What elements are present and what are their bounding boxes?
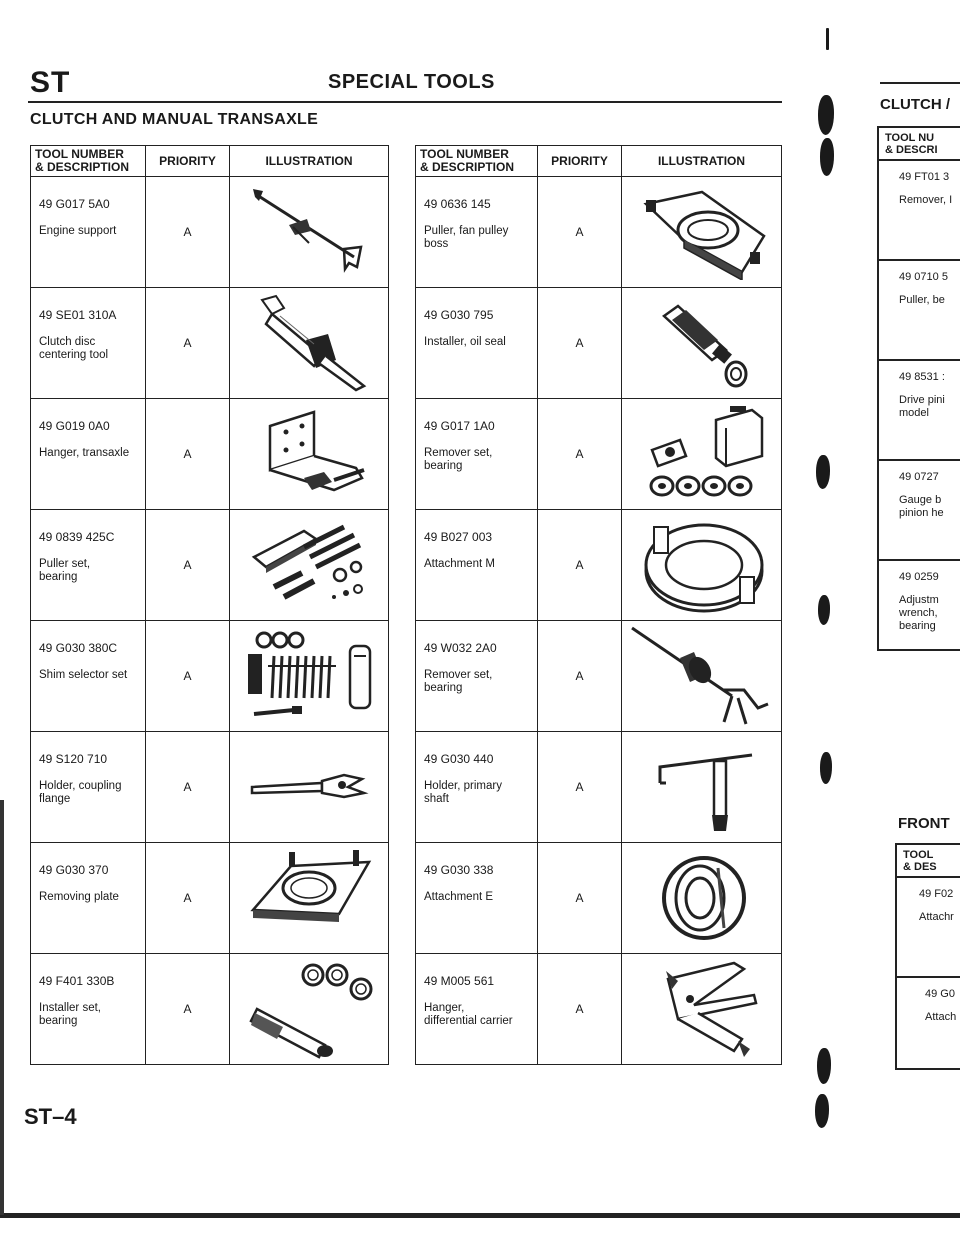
tool-description: Attachment E xyxy=(424,891,494,903)
illustration-cell xyxy=(230,177,389,288)
priority-cell: A xyxy=(538,177,622,288)
adjacent-row xyxy=(879,261,960,361)
tool-description: Adjustm wrench, bearing xyxy=(899,594,939,632)
binding-mark xyxy=(815,1094,829,1128)
tool-number: 49 G030 380C xyxy=(39,641,118,655)
tool-description: Puller, be xyxy=(899,294,945,306)
bottom-rule xyxy=(0,1213,960,1218)
tool-cell xyxy=(416,843,538,954)
section-title: CLUTCH AND MANUAL TRANSAXLE xyxy=(30,111,319,128)
priority-cell: A xyxy=(146,177,230,288)
tool-cell xyxy=(416,621,538,732)
tool-cell xyxy=(31,843,146,954)
priority-cell: A xyxy=(538,510,622,621)
tool-description: Remover set, bearing xyxy=(424,447,493,472)
col-header-name-line2: & DESCRIPTION xyxy=(420,160,515,174)
tool-description: Puller, fan pulley boss xyxy=(424,225,509,250)
binding-mark xyxy=(818,595,830,625)
illustration-cell xyxy=(230,621,389,732)
tool-number: 49 G017 1A0 xyxy=(424,419,495,433)
removing-plate-icon xyxy=(243,848,375,948)
tool-number: 49 G019 0A0 xyxy=(39,419,110,433)
col-header-priority: PRIORITY xyxy=(538,146,622,177)
t-holder-icon xyxy=(640,739,764,835)
priority-cell: A xyxy=(538,732,622,843)
tool-number: 49 SE01 310A xyxy=(39,308,117,322)
tool-description: Drive pini model xyxy=(899,394,945,419)
tool-number: 49 W032 2A0 xyxy=(424,641,497,655)
table-row xyxy=(416,177,782,288)
illustration-cell xyxy=(622,288,782,399)
table-row xyxy=(31,288,389,399)
col-header-illustration: ILLUSTRATION xyxy=(230,146,389,177)
table-row xyxy=(31,510,389,621)
tool-description: Removing plate xyxy=(39,891,119,903)
binding-mark xyxy=(817,1048,831,1084)
tool-description: Attachment M xyxy=(424,558,495,570)
tool-number: 49 B027 003 xyxy=(424,530,493,544)
tool-description: Engine support xyxy=(39,225,117,237)
tool-description: Shim selector set xyxy=(39,669,128,681)
adjacent-front-table xyxy=(895,843,960,1070)
priority-cell: A xyxy=(538,399,622,510)
illustration-cell xyxy=(622,177,782,288)
adjacent-page-title: CLUTCH / xyxy=(880,96,950,113)
tool-number: 49 G030 795 xyxy=(424,308,494,322)
table-row xyxy=(416,399,782,510)
table-row xyxy=(416,510,782,621)
binding-mark xyxy=(818,95,834,135)
tool-cell xyxy=(416,954,538,1065)
binding-edge xyxy=(0,800,4,1215)
tool-description: Attachr xyxy=(919,911,954,923)
tool-cell xyxy=(416,177,538,288)
illustration-cell xyxy=(622,732,782,843)
tool-number: 49 F02 xyxy=(919,888,954,900)
diff-hanger-icon xyxy=(638,959,766,1059)
hanger-icon xyxy=(244,406,374,502)
tool-cell xyxy=(416,510,538,621)
priority-cell: A xyxy=(538,288,622,399)
tool-number: 49 M005 561 xyxy=(424,974,495,988)
table-header-row xyxy=(31,146,389,177)
left-tools-table xyxy=(30,145,389,1065)
tool-number: 49 0636 145 xyxy=(424,197,491,211)
priority-cell: A xyxy=(538,843,622,954)
col-header-name-line1: TOOL NUMBER xyxy=(35,147,124,161)
tool-cell xyxy=(31,288,146,399)
tool-number: 49 F401 330B xyxy=(39,974,115,988)
adjacent-front-title: FRONT xyxy=(898,815,950,832)
priority-cell: A xyxy=(146,399,230,510)
table-row xyxy=(416,732,782,843)
priority-cell: A xyxy=(146,843,230,954)
adjacent-front-header-line2: & DES xyxy=(903,861,937,873)
adjacent-front-header xyxy=(897,845,960,878)
table-row xyxy=(31,621,389,732)
tool-number: 49 G017 5A0 xyxy=(39,197,110,211)
table-row xyxy=(31,399,389,510)
tool-cell xyxy=(416,399,538,510)
tool-description: Attach xyxy=(925,1011,957,1023)
table-row xyxy=(416,954,782,1065)
table-row xyxy=(31,843,389,954)
holder-coupling-icon xyxy=(244,757,374,817)
puller-set-icon xyxy=(244,517,374,613)
tool-number: 49 FT01 3 xyxy=(899,171,950,183)
tool-number: 49 0710 5 xyxy=(899,271,948,283)
adjacent-row xyxy=(879,561,960,649)
illustration-cell xyxy=(622,510,782,621)
attachment-e-icon xyxy=(642,850,762,946)
tool-number: 49 G030 440 xyxy=(424,752,494,766)
adjacent-col-header-line2: & DESCRI xyxy=(885,144,938,156)
illustration-cell xyxy=(230,843,389,954)
oil-seal-installer-icon xyxy=(642,298,762,388)
priority-cell: A xyxy=(146,510,230,621)
tool-cell xyxy=(31,510,146,621)
adjacent-row xyxy=(879,361,960,461)
page-number: ST–4 xyxy=(24,1104,77,1129)
table-row xyxy=(31,177,389,288)
tool-cell xyxy=(31,399,146,510)
installer-set-icon xyxy=(243,959,375,1059)
tool-number: 49 0727 xyxy=(899,471,939,483)
adjacent-front-header-line1: TOOL xyxy=(903,849,934,861)
col-header-name xyxy=(416,146,538,177)
tool-number: 49 0839 425C xyxy=(39,530,115,544)
tool-description: Gauge b pinion he xyxy=(899,494,944,519)
illustration-cell xyxy=(622,843,782,954)
engine-support-icon xyxy=(249,187,369,277)
slide-hammer-icon xyxy=(628,624,776,728)
table-row xyxy=(31,732,389,843)
header-rule xyxy=(28,101,782,103)
attachment-ring-icon xyxy=(632,515,772,615)
priority-cell: A xyxy=(538,954,622,1065)
binding-mark xyxy=(820,138,834,176)
priority-cell: A xyxy=(538,621,622,732)
table-row xyxy=(416,843,782,954)
shim-selector-icon xyxy=(240,626,378,726)
tool-description: Holder, primary shaft xyxy=(424,780,502,805)
adjacent-row xyxy=(897,978,960,1068)
col-header-name xyxy=(31,146,146,177)
tool-cell xyxy=(31,732,146,843)
col-header-name-line2: & DESCRIPTION xyxy=(35,160,130,174)
binding-mark xyxy=(826,28,829,50)
centering-tool-icon xyxy=(244,294,374,392)
page-title: SPECIAL TOOLS xyxy=(328,71,495,93)
table-row xyxy=(31,954,389,1065)
tool-cell xyxy=(31,621,146,732)
tool-number: 49 S120 710 xyxy=(39,752,108,766)
col-header-priority: PRIORITY xyxy=(146,146,230,177)
table-row xyxy=(416,621,782,732)
tool-cell xyxy=(416,288,538,399)
tool-cell xyxy=(416,732,538,843)
tool-description: Remover, I xyxy=(899,194,953,206)
tool-description: Holder, coupling flange xyxy=(39,780,122,805)
adjacent-row xyxy=(879,161,960,261)
fan-puller-icon xyxy=(632,184,772,280)
adjacent-row xyxy=(897,878,960,978)
priority-cell: A xyxy=(146,954,230,1065)
priority-cell: A xyxy=(146,732,230,843)
tool-description: Hanger, transaxle xyxy=(39,447,130,459)
priority-cell: A xyxy=(146,288,230,399)
tool-cell xyxy=(31,177,146,288)
adjacent-col-header-line1: TOOL NU xyxy=(885,132,935,144)
tool-cell xyxy=(31,954,146,1065)
illustration-cell xyxy=(230,732,389,843)
adjacent-tools-table xyxy=(877,126,960,651)
illustration-cell xyxy=(622,621,782,732)
illustration-cell xyxy=(230,510,389,621)
illustration-cell xyxy=(230,288,389,399)
tool-number: 49 G030 370 xyxy=(39,863,109,877)
illustration-cell xyxy=(622,954,782,1065)
tool-number: 49 G0 xyxy=(925,988,955,1000)
remover-set-case-icon xyxy=(632,404,772,504)
adjacent-page-rule xyxy=(880,82,960,84)
tool-description: Installer, oil seal xyxy=(424,336,506,348)
tool-description: Installer set, bearing xyxy=(39,1002,101,1027)
table-row xyxy=(416,288,782,399)
tool-description: Remover set, bearing xyxy=(424,669,493,694)
binding-mark xyxy=(816,455,830,489)
tool-description: Clutch disc centering tool xyxy=(39,336,109,361)
tool-description: Hanger, differential carrier xyxy=(424,1002,513,1027)
tool-number: 49 8531 : xyxy=(899,371,945,383)
tool-description: Puller set, bearing xyxy=(39,558,91,583)
col-header-illustration: ILLUSTRATION xyxy=(622,146,782,177)
tool-number: 49 0259 xyxy=(899,571,939,583)
illustration-cell xyxy=(230,399,389,510)
right-tools-table xyxy=(415,145,782,1065)
illustration-cell xyxy=(230,954,389,1065)
col-header-name-line1: TOOL NUMBER xyxy=(420,147,509,161)
table-header-row xyxy=(416,146,782,177)
binding-mark xyxy=(820,752,832,784)
section-code: ST xyxy=(30,66,71,99)
illustration-cell xyxy=(622,399,782,510)
tool-number: 49 G030 338 xyxy=(424,863,494,877)
adjacent-col-header xyxy=(879,128,960,161)
adjacent-row xyxy=(879,461,960,561)
priority-cell: A xyxy=(146,621,230,732)
